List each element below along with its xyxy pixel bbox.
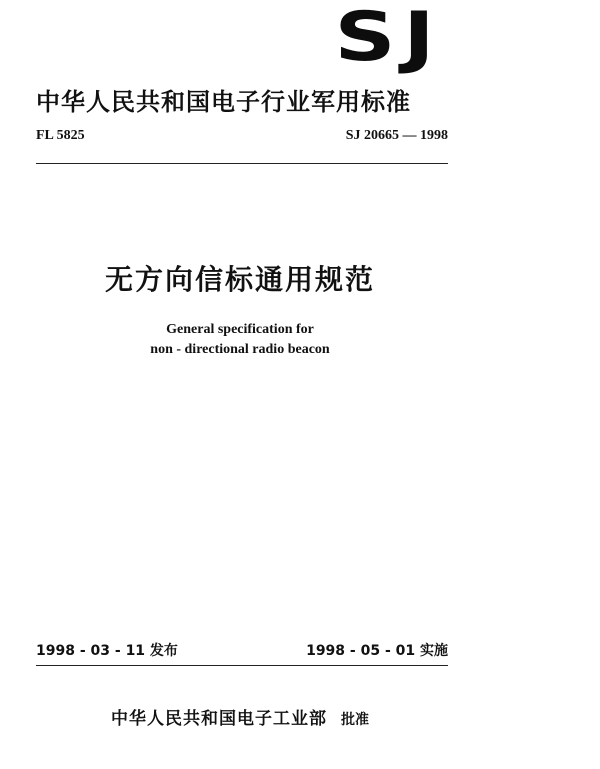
effective-date: 1998 - 05 - 01 实施 [306,643,448,659]
approving-department: 中华人民共和国电子工业部 [111,709,327,729]
standard-number: SJ 20665 — 1998 [345,128,448,143]
header-divider [36,163,448,164]
standard-category-title: 中华人民共和国电子行业军用标准 [36,88,411,116]
document-title-en-line1: General specification for [166,322,314,337]
footer-divider [36,665,448,666]
classification-code: FL 5825 [36,128,85,143]
document-title-en-line2: non - directional radio beacon [150,342,330,357]
document-title-en [0,320,480,360]
sj-logo: SJ [334,0,442,77]
document-title-zh: 无方向信标通用规范 [104,263,375,296]
approve-label: 批准 [341,712,369,728]
issue-date: 1998 - 03 - 11 发布 [36,643,178,659]
approver-line [0,704,480,729]
